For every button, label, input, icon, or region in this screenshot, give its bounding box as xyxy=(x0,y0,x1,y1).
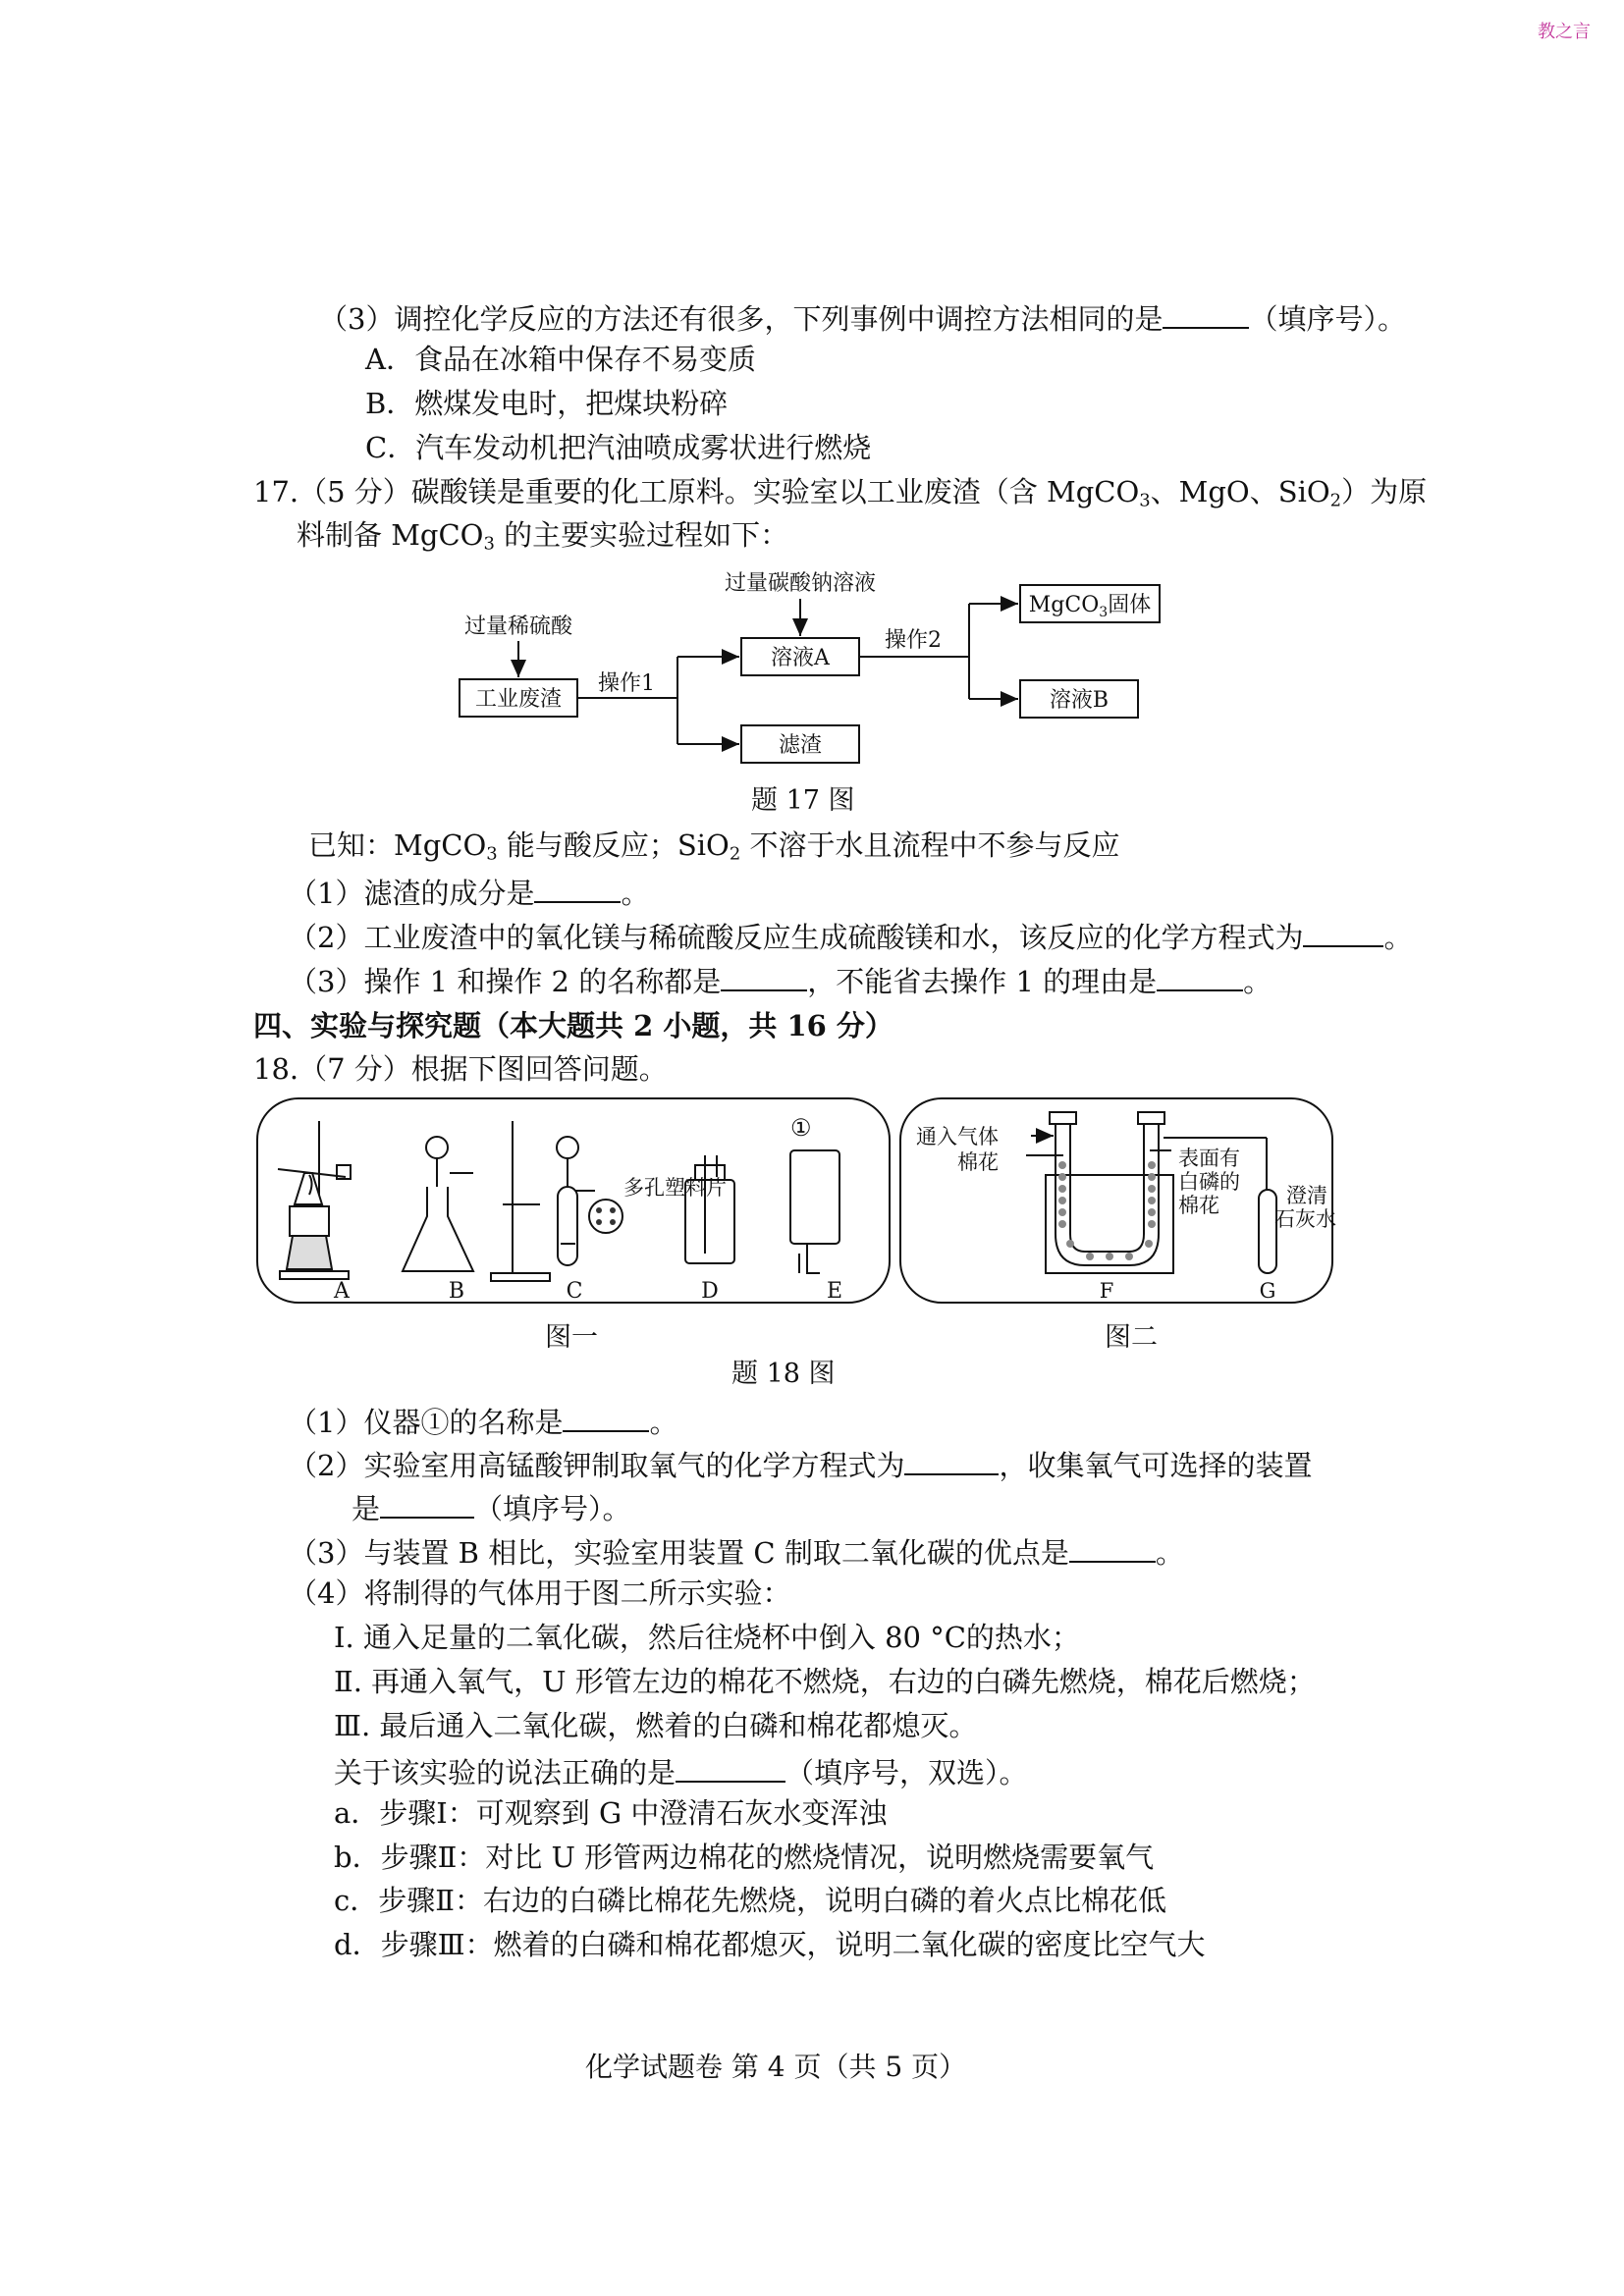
label-a: A xyxy=(334,1279,350,1304)
q17-stem-line2 xyxy=(297,517,788,553)
q17-q1-answer-blank[interactable] xyxy=(534,872,621,903)
label-g: G xyxy=(1259,1279,1276,1303)
subscript: 3 xyxy=(486,843,498,865)
label-d: D xyxy=(701,1279,719,1304)
q18-sub-q2-tail: （填序号）。 xyxy=(474,1492,631,1525)
q17-known-part: 不溶于水且流程中不参与反应 xyxy=(740,828,1120,862)
q18-choice-b: b．步骤Ⅱ：对比 U 形管两边棉花的燃烧情况，说明燃烧需要氧气 xyxy=(334,1841,1155,1874)
q18-stem: 18.（7 分）根据下图回答问题。 xyxy=(253,1052,668,1086)
q17-sub-q2 xyxy=(289,916,1412,955)
flow-solution-a-label: 溶液A xyxy=(771,646,830,670)
figure-2-caption: 图二 xyxy=(1105,1322,1158,1353)
q17-q3-answer-blank-1[interactable] xyxy=(721,960,807,991)
q16-3-stem-text: （3）调控化学反应的方法还有很多，下列事例中调控方法相同的是 xyxy=(319,302,1164,336)
q18-q1-answer-blank[interactable] xyxy=(563,1401,649,1432)
plate-label: 多孔塑料片 xyxy=(623,1176,727,1200)
label-c: C xyxy=(566,1279,583,1304)
phosphorus-label-3: 棉花 xyxy=(1178,1194,1219,1217)
limewater-label-2: 石灰水 xyxy=(1274,1207,1336,1231)
q17-sub-q2-tail: 。 xyxy=(1383,921,1413,954)
q16-3-option-b: B．燃煤发电时，把煤块粉碎 xyxy=(365,387,729,420)
q17-flow-chart xyxy=(432,555,1198,785)
section-4-heading: 四、实验与探究题（本大题共 2 小题，共 16 分） xyxy=(253,1009,893,1042)
subscript: 2 xyxy=(1329,490,1342,511)
subscript: 2 xyxy=(729,843,741,865)
phosphorus-label-1: 表面有 xyxy=(1178,1147,1240,1170)
q18-q4-answer-blank[interactable] xyxy=(676,1751,785,1783)
q18-sub-q2-text: ，收集氧气可选择的装置 xyxy=(999,1449,1313,1482)
gas-in-label: 通入气体 xyxy=(916,1125,999,1148)
flow-op2-label: 操作2 xyxy=(885,628,942,653)
q17-stem-line1 xyxy=(253,474,1427,509)
corner-watermark: 教之言 xyxy=(1538,22,1591,42)
q17-known-part: 能与酸反应；SiO xyxy=(497,828,730,862)
q18-ask xyxy=(334,1751,1028,1790)
flow-product-state: 固体 xyxy=(1108,593,1152,617)
q18-choice-a: a．步骤Ⅰ：可观察到 G 中澄清石灰水变浑浊 xyxy=(334,1796,888,1830)
figure-1-caption: 图一 xyxy=(545,1322,598,1353)
label-e: E xyxy=(826,1279,843,1304)
q17-stem-part: 17.（5 分）碳酸镁是重要的化工原料。实验室以工业废渣（含 MgCO xyxy=(253,475,1140,508)
flow-residue-label: 滤渣 xyxy=(778,733,823,758)
instrument-mark: ① xyxy=(790,1114,812,1142)
q17-stem-part: 料制备 MgCO xyxy=(297,518,484,552)
q17-stem-part: ）为原 xyxy=(1341,475,1428,508)
q17-sub-q1 xyxy=(289,872,649,911)
q18-figure-caption: 题 18 图 xyxy=(731,1359,836,1389)
q18-sub-q3-tail: 。 xyxy=(1155,1536,1184,1570)
label-f: F xyxy=(1099,1279,1114,1303)
q16-3-option-a: A．食品在冰箱中保存不易变质 xyxy=(365,343,756,376)
q18-figure-2 xyxy=(898,1096,1338,1308)
q18-step-1: Ⅰ. 通入足量的二氧化碳，然后往烧杯中倒入 80 °C的热水； xyxy=(334,1621,1080,1654)
q18-sub-q3 xyxy=(289,1531,1184,1571)
q18-step-2: Ⅱ. 再通入氧气，U 形管左边的棉花不燃烧，右边的白磷先燃烧，棉花后燃烧； xyxy=(334,1665,1316,1698)
q17-known-part: 已知：MgCO xyxy=(308,828,487,862)
q17-sub-q3 xyxy=(289,960,1272,999)
q16-3-option-c: C．汽车发动机把汽油喷成雾状进行燃烧 xyxy=(365,431,872,464)
q17-stem-part: 的主要实验过程如下： xyxy=(494,518,789,552)
q18-figure-1 xyxy=(255,1096,893,1308)
q18-choice-d: d．步骤Ⅲ：燃着的白磷和棉花都熄灭，说明二氧化碳的密度比空气大 xyxy=(334,1928,1206,1961)
q16-3-answer-blank[interactable] xyxy=(1163,297,1249,329)
subscript: 3 xyxy=(483,533,495,555)
q16-3-stem xyxy=(319,297,1406,337)
q18-q2-answer-blank-2[interactable] xyxy=(380,1487,474,1519)
flow-op1-label: 操作1 xyxy=(598,671,655,696)
q18-ask-tail: （填序号，双选）。 xyxy=(785,1756,1028,1789)
label-b: B xyxy=(448,1279,465,1304)
flow-product-formula: MgCO xyxy=(1028,593,1100,617)
subscript: 3 xyxy=(1099,605,1109,620)
q18-ask-text: 关于该实验的说法正确的是 xyxy=(334,1756,677,1789)
phosphorus-label-2: 白磷的 xyxy=(1178,1170,1240,1194)
q17-figure-caption: 题 17 图 xyxy=(751,785,855,816)
q18-sub-q2-text: （2）实验室用高锰酸钾制取氧气的化学方程式为 xyxy=(289,1449,905,1482)
q17-q3-answer-blank-2[interactable] xyxy=(1157,960,1243,991)
q18-sub-q2 xyxy=(289,1444,1312,1483)
q17-sub-q2-text: （2）工业废渣中的氧化镁与稀硫酸反应生成硫酸镁和水，该反应的化学方程式为 xyxy=(289,921,1304,954)
q17-sub-q3-text: （3）操作 1 和操作 2 的名称都是 xyxy=(289,965,722,998)
subscript: 3 xyxy=(1139,490,1151,511)
cotton-label: 棉花 xyxy=(957,1150,999,1174)
q18-choice-c: c．步骤Ⅱ：右边的白磷比棉花先燃烧，说明白磷的着火点比棉花低 xyxy=(334,1884,1166,1917)
limewater-label-1: 澄清 xyxy=(1286,1184,1327,1207)
q18-sub-q1-tail: 。 xyxy=(649,1406,678,1439)
q17-q2-answer-blank[interactable] xyxy=(1303,916,1383,947)
q18-q3-answer-blank[interactable] xyxy=(1069,1531,1156,1563)
q18-sub-q1 xyxy=(289,1401,677,1440)
q18-sub-q4: （4）将制得的气体用于图二所示实验： xyxy=(289,1576,791,1610)
q18-sub-q1-text: （1）仪器①的名称是 xyxy=(289,1406,564,1439)
flow-product-label xyxy=(1029,593,1151,620)
q18-sub-q2-text: 是 xyxy=(352,1492,381,1525)
q16-3-stem-tail: （填序号）。 xyxy=(1249,302,1406,336)
q17-sub-q1-tail: 。 xyxy=(621,877,650,910)
q18-sub-q2-cont xyxy=(352,1487,631,1526)
q17-sub-q3-tail: 。 xyxy=(1243,965,1272,998)
q17-sub-q3-text: ，不能省去操作 1 的理由是 xyxy=(807,965,1158,998)
q17-stem-part: 、MgO、SiO xyxy=(1150,475,1330,508)
q18-sub-q3-text: （3）与装置 B 相比，实验室用装置 C 制取二氧化碳的优点是 xyxy=(289,1536,1069,1570)
flow-start-label: 工业废渣 xyxy=(474,687,563,712)
q17-known xyxy=(308,828,1119,863)
q18-q2-answer-blank-1[interactable] xyxy=(904,1444,999,1475)
q18-step-3: Ⅲ. 最后通入二氧化碳，燃着的白磷和棉花都熄灭。 xyxy=(334,1709,978,1742)
q17-sub-q1-text: （1）滤渣的成分是 xyxy=(289,877,535,910)
test-tube-g xyxy=(1259,1190,1276,1273)
flow-reagent2-label: 过量碳酸钠溶液 xyxy=(724,571,877,596)
flow-solution-b-label: 溶液B xyxy=(1049,688,1110,713)
flow-reagent1-label: 过量稀硫酸 xyxy=(463,614,573,639)
page-footer: 化学试题卷 第 4 页（共 5 页） xyxy=(585,2051,967,2083)
